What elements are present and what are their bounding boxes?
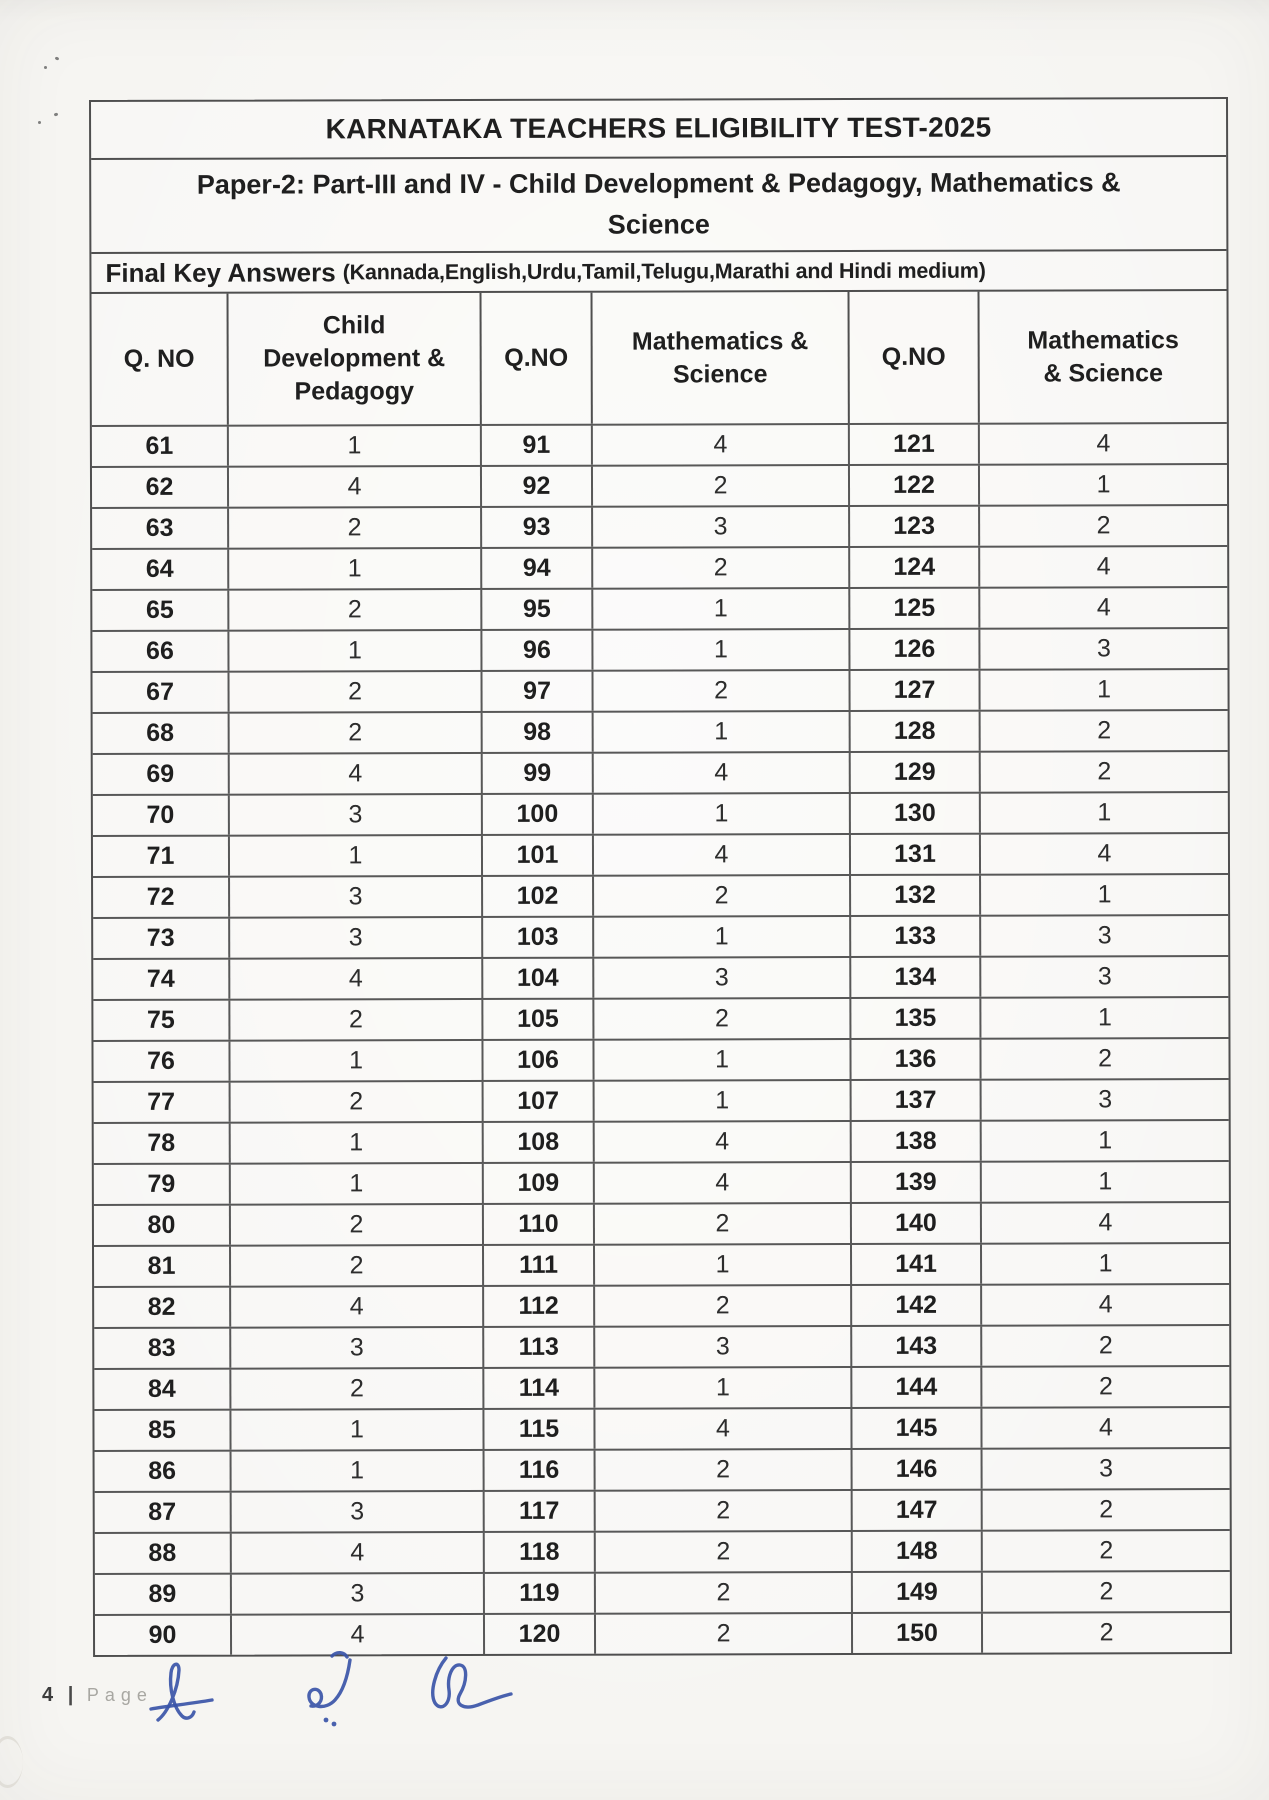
answer-cell: 3 [230, 1492, 483, 1532]
signature-1 [148, 1656, 216, 1730]
qno-cell: 105 [481, 1000, 592, 1039]
qno-cell: 86 [148, 1456, 177, 1485]
qno-cell: 87 [148, 1497, 177, 1526]
answer-cell: 1 [979, 793, 1228, 833]
table-row [92, 504, 1227, 548]
column-header: Q.NO [480, 293, 591, 424]
qno-cell: 68 [146, 718, 175, 747]
answer-cell: 4 [230, 1533, 483, 1573]
column-header: Mathematics & Science [591, 292, 848, 424]
answer-cell: 2 [980, 1326, 1229, 1366]
answer-cell: 2 [979, 1039, 1228, 1079]
qno-cell: 88 [148, 1538, 177, 1567]
qno-cell: 103 [481, 918, 592, 957]
qno-cell: 74 [146, 964, 175, 993]
table-row [94, 1324, 1229, 1368]
answer-cell: 1 [978, 465, 1227, 505]
table-row [92, 545, 1227, 589]
qno-cell: 61 [145, 431, 174, 460]
answer-cell: 2 [594, 1491, 851, 1531]
answer-cell: 1 [980, 1162, 1229, 1202]
answer-cell: 2 [594, 1614, 851, 1654]
table-row [95, 1447, 1230, 1491]
answer-cell: 1 [230, 1451, 483, 1491]
qno-cell: 97 [480, 672, 591, 711]
pencil-dot [44, 66, 47, 69]
answer-cell: 2 [981, 1572, 1230, 1612]
table-row [93, 955, 1228, 999]
answer-cell: 2 [981, 1613, 1230, 1653]
qno-cell: 98 [481, 713, 592, 752]
qno-cell: 124 [848, 548, 978, 587]
table-row [94, 1365, 1229, 1409]
answer-cell: 4 [980, 1285, 1229, 1325]
paper-subtitle-line1: Paper-2: Part-III and IV - Child Development & Pedagogy, Mathematics & [196, 167, 1121, 200]
answer-cell: 2 [978, 506, 1227, 546]
answer-cell: 1 [593, 1245, 850, 1285]
qno-cell: 125 [848, 589, 978, 628]
answer-cell: 1 [980, 1244, 1229, 1284]
table-row [95, 1570, 1230, 1614]
answer-cell: 3 [978, 629, 1227, 669]
answer-cell: 2 [228, 1000, 481, 1040]
qno-cell: 100 [481, 795, 592, 834]
answer-cell: 1 [227, 549, 480, 589]
answer-cell: 4 [591, 425, 848, 465]
qno-cell: 145 [850, 1409, 980, 1448]
qno-cell: 93 [480, 508, 591, 547]
final-key-label: Final Key Answers [105, 256, 336, 288]
answer-cell: 2 [227, 590, 480, 630]
qno-cell: 121 [848, 425, 978, 464]
qno-cell: 73 [146, 923, 175, 952]
table-row [94, 1406, 1229, 1450]
answer-rows [92, 422, 1230, 1655]
qno-cell: 147 [851, 1491, 981, 1530]
answer-cell: 2 [981, 1531, 1230, 1571]
qno-cell: 92 [480, 467, 591, 506]
page-number: 4 [42, 1684, 55, 1706]
qno-cell: 96 [480, 631, 591, 670]
answer-cell: 1 [227, 426, 480, 466]
qno-cell: 140 [850, 1204, 980, 1243]
qno-cell: 83 [147, 1333, 176, 1362]
qno-cell: 62 [145, 472, 174, 501]
qno-cell: 116 [483, 1451, 594, 1490]
table-row [93, 750, 1228, 794]
table-row [94, 1160, 1229, 1204]
answer-cell: 4 [593, 1163, 850, 1203]
qno-cell: 107 [482, 1082, 593, 1121]
table-row [92, 463, 1227, 507]
qno-cell: 113 [482, 1328, 593, 1367]
answer-cell: 4 [230, 1615, 483, 1655]
final-key-line [91, 249, 1226, 292]
page-footer [42, 1684, 153, 1707]
qno-cell: 66 [145, 636, 174, 665]
answer-cell: 3 [230, 1574, 483, 1614]
qno-cell: 129 [849, 753, 979, 792]
qno-cell: 132 [849, 876, 979, 915]
qno-cell: 99 [481, 754, 592, 793]
table-row [94, 1119, 1229, 1163]
qno-cell: 115 [482, 1410, 593, 1449]
qno-cell: 141 [850, 1245, 980, 1284]
pencil-dot [38, 121, 41, 124]
table-row [95, 1488, 1230, 1532]
answer-cell: 2 [591, 466, 848, 506]
qno-cell: 108 [482, 1123, 593, 1162]
qno-cell: 112 [482, 1287, 593, 1326]
answer-cell: 4 [978, 424, 1227, 464]
answer-cell: 3 [228, 795, 481, 835]
answer-cell: 1 [228, 836, 481, 876]
qno-cell: 65 [145, 595, 174, 624]
answer-cell: 3 [592, 958, 849, 998]
table-row [94, 1078, 1229, 1122]
qno-cell: 72 [146, 882, 175, 911]
qno-cell: 143 [850, 1327, 980, 1366]
answer-cell: 2 [594, 1573, 851, 1613]
qno-cell: 130 [849, 794, 979, 833]
answer-cell: 2 [981, 1490, 1230, 1530]
qno-cell: 138 [850, 1122, 980, 1161]
qno-cell: 75 [146, 1005, 175, 1034]
table-row [93, 873, 1228, 917]
answer-cell: 2 [979, 752, 1228, 792]
answer-cell: 3 [591, 507, 848, 547]
signature-2 [298, 1650, 364, 1732]
table-row [93, 832, 1228, 876]
qno-cell: 104 [481, 959, 592, 998]
answer-cell: 2 [229, 1246, 482, 1286]
answer-key-document [89, 97, 1232, 1657]
answer-cell: 1 [228, 1041, 481, 1081]
qno-cell: 118 [483, 1533, 594, 1572]
column-header: Mathematics & Science [978, 291, 1227, 423]
answer-cell: 1 [979, 875, 1228, 915]
answer-cell: 4 [593, 1409, 850, 1449]
table-row [95, 1529, 1230, 1573]
answer-cell: 2 [227, 508, 480, 548]
qno-cell: 123 [848, 507, 978, 546]
qno-cell: 148 [851, 1532, 981, 1571]
answer-cell: 4 [592, 835, 849, 875]
answer-cell: 1 [593, 1368, 850, 1408]
signature-3 [422, 1652, 514, 1716]
answer-cell: 1 [593, 1081, 850, 1121]
qno-cell: 150 [851, 1614, 981, 1653]
qno-cell: 79 [147, 1169, 176, 1198]
qno-cell: 80 [147, 1210, 176, 1239]
qno-cell: 135 [849, 999, 979, 1038]
answer-cell: 1 [591, 630, 848, 670]
qno-cell: 144 [850, 1368, 980, 1407]
table-row [93, 996, 1228, 1040]
qno-cell: 133 [849, 917, 979, 956]
qno-cell: 111 [482, 1246, 593, 1285]
qno-cell: 106 [481, 1041, 592, 1080]
answer-cell: 2 [593, 1204, 850, 1244]
paper-subtitle-line2: Science [607, 209, 710, 240]
answer-cell: 1 [592, 1040, 849, 1080]
qno-cell: 128 [849, 712, 979, 751]
column-header: Q.NO [848, 292, 978, 423]
answer-cell: 4 [229, 1287, 482, 1327]
pencil-dot [55, 56, 60, 60]
answer-cell: 2 [592, 876, 849, 916]
scan-smudge [0, 1736, 23, 1788]
qno-cell: 114 [482, 1369, 593, 1408]
qno-cell: 142 [850, 1286, 980, 1325]
answer-cell: 3 [979, 916, 1228, 956]
answer-cell: 2 [593, 1286, 850, 1326]
table-row [94, 1283, 1229, 1327]
column-header: Child Development & Pedagogy [227, 293, 480, 425]
answer-cell: 2 [229, 1205, 482, 1245]
answer-cell: 4 [228, 754, 481, 794]
qno-cell: 136 [849, 1040, 979, 1079]
qno-cell: 77 [147, 1087, 176, 1116]
answer-cell: 2 [592, 999, 849, 1039]
answer-cell: 4 [980, 1203, 1229, 1243]
answer-cell: 1 [591, 589, 848, 629]
table-row [93, 709, 1228, 753]
answer-cell: 1 [229, 1410, 482, 1450]
answer-cell: 2 [229, 1369, 482, 1409]
qno-cell: 81 [147, 1251, 176, 1280]
answer-cell: 1 [592, 712, 849, 752]
answer-cell: 4 [593, 1122, 850, 1162]
qno-cell: 134 [849, 958, 979, 997]
answer-cell: 1 [978, 670, 1227, 710]
answer-cell: 2 [229, 1082, 482, 1122]
answer-cell: 2 [228, 713, 481, 753]
answer-cell: 2 [591, 671, 848, 711]
answer-cell: 3 [228, 918, 481, 958]
table-row [93, 914, 1228, 958]
answer-cell: 2 [979, 711, 1228, 751]
qno-cell: 69 [146, 759, 175, 788]
qno-cell: 76 [147, 1046, 175, 1075]
answer-cell: 2 [594, 1532, 851, 1572]
table-row [95, 1611, 1230, 1655]
table-row [92, 422, 1227, 466]
qno-cell: 91 [480, 426, 591, 465]
table-row [93, 791, 1228, 835]
qno-cell: 149 [851, 1573, 981, 1612]
qno-cell: 102 [481, 877, 592, 916]
table-row [93, 1037, 1228, 1081]
qno-cell: 120 [483, 1615, 594, 1654]
final-key-medium: (Kannada,English,Urdu,Tamil,Telugu,Marathi and Hindi medium) [342, 258, 986, 284]
answer-cell: 2 [594, 1450, 851, 1490]
answer-cell: 2 [980, 1367, 1229, 1407]
qno-cell: 126 [848, 630, 978, 669]
answer-cell: 4 [979, 834, 1228, 874]
qno-cell: 82 [147, 1292, 176, 1321]
document-title: KARNATAKA TEACHERS ELIGIBILITY TEST-2025 [325, 111, 992, 145]
qno-cell: 64 [145, 554, 174, 583]
qno-cell: 139 [850, 1163, 980, 1202]
pencil-dot [54, 113, 59, 117]
qno-cell: 110 [482, 1205, 593, 1244]
answer-cell: 3 [981, 1449, 1230, 1489]
table-row [94, 1201, 1229, 1245]
answer-cell: 2 [591, 548, 848, 588]
answer-cell: 1 [227, 631, 480, 671]
answer-cell: 1 [592, 917, 849, 957]
qno-cell: 63 [145, 513, 174, 542]
qno-cell: 122 [848, 466, 978, 505]
answer-cell: 4 [978, 588, 1227, 628]
qno-cell: 119 [483, 1574, 594, 1613]
answer-cell: 1 [980, 1121, 1229, 1161]
column-header: Q. NO [123, 344, 195, 373]
qno-cell: 89 [148, 1579, 177, 1608]
answer-cell: 4 [592, 753, 849, 793]
qno-cell: 71 [146, 841, 175, 870]
answer-cell: 4 [228, 959, 481, 999]
table-row [92, 668, 1227, 712]
answer-cell: 3 [228, 877, 481, 917]
answer-cell: 1 [979, 998, 1228, 1038]
qno-cell: 101 [481, 836, 592, 875]
qno-cell: 127 [848, 671, 978, 710]
table-row [92, 627, 1227, 671]
qno-cell: 90 [148, 1620, 177, 1649]
qno-cell: 94 [480, 549, 591, 588]
answer-cell: 1 [229, 1164, 482, 1204]
qno-cell: 84 [147, 1374, 176, 1403]
answer-cell: 3 [979, 957, 1228, 997]
qno-cell: 131 [849, 835, 979, 874]
qno-cell: 117 [483, 1492, 594, 1531]
qno-cell: 70 [146, 800, 175, 829]
answer-cell: 1 [592, 794, 849, 834]
answer-cell: 4 [227, 467, 480, 507]
answer-cell: 3 [593, 1327, 850, 1367]
answer-cell: 4 [980, 1408, 1229, 1448]
footer-separator: | [67, 1684, 74, 1706]
answer-cell: 1 [229, 1123, 482, 1163]
qno-cell: 109 [482, 1164, 593, 1203]
paper-subtitle [91, 155, 1226, 252]
qno-cell: 67 [146, 677, 174, 706]
qno-cell: 146 [851, 1450, 981, 1489]
qno-cell: 85 [148, 1415, 176, 1444]
qno-cell: 137 [850, 1081, 980, 1120]
table-row [92, 586, 1227, 630]
qno-cell: 95 [480, 590, 591, 629]
table-row [94, 1242, 1229, 1286]
qno-cell: 78 [147, 1128, 176, 1157]
answer-cell: 4 [978, 547, 1227, 587]
answer-cell: 2 [227, 672, 480, 712]
table-header-row [92, 289, 1227, 425]
page-word: Page [86, 1685, 153, 1705]
answer-cell: 3 [980, 1080, 1229, 1120]
answer-cell: 3 [229, 1328, 482, 1368]
